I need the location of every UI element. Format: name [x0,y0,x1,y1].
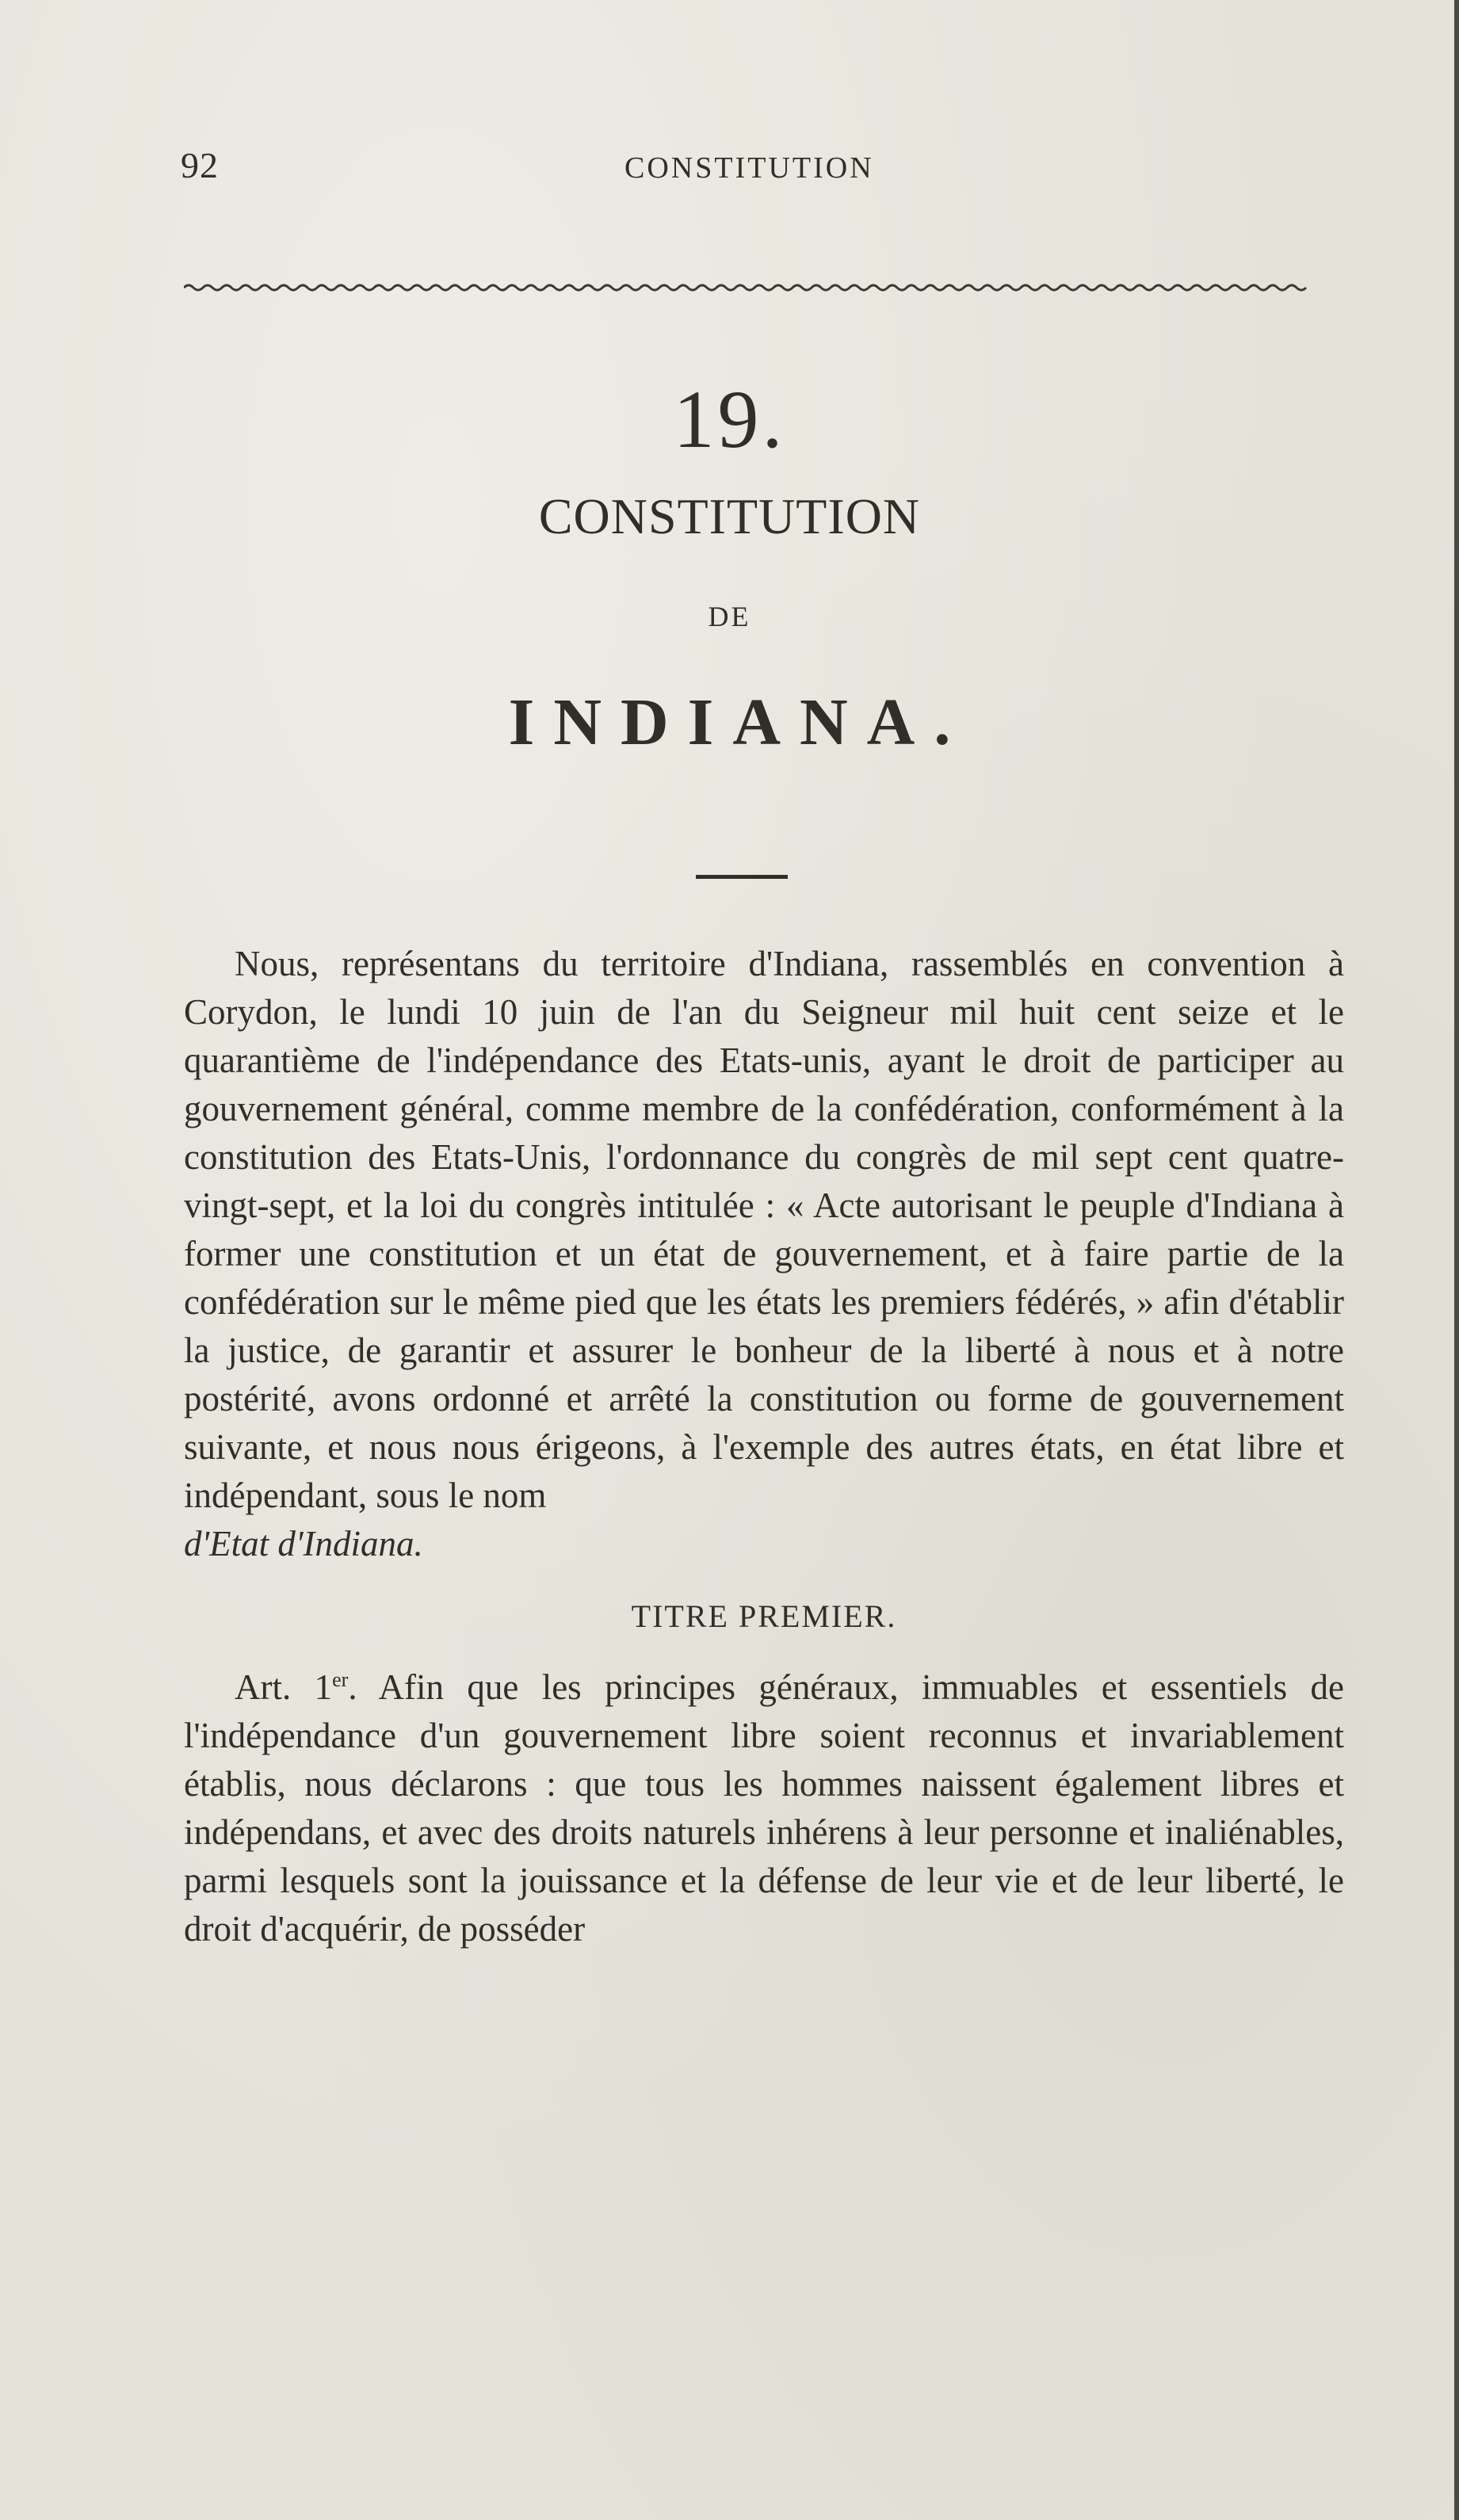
preamble-paragraph: Nous, représentans du territoire d'Indiana, rassemblés en convention à Corydon, le lundi 10 juin de l'an du Seigneur mil huit cent seize et le quarantième de l'indépendance des Etats-unis, ayant le droit de participer au gouvernement général, comme membre de la confédération, conformément à la constitution des Etats-Unis, l'ordonnance du congrès de mil sept cent quatre-vingt-sept, et la loi du congrès intitulée : « Acte autorisant le peuple d'Indiana à former une constitution et un état de gouvernement, et à faire partie de la confédération sur le même pied que les états les premiers fédérés, » afin d'établir la justice, de garantir et assurer le bonheur de la liberté à nous et à notre postérité, avons ordonné et arrêté la constitution ou forme de gouvernement suivante, et nous nous érigeons, à l'exemple des autres états, en état libre et indépendant, sous le nom [184,944,1344,1515]
document-heading [0,372,1459,761]
ornamental-rule [184,282,1333,293]
heading-divider [696,875,788,879]
article-label-superscript: er [332,1668,349,1691]
preamble-closing: d'Etat d'Indiana. [184,1524,423,1564]
document-title: CONSTITUTION [538,488,921,544]
article-text: . Afin que les principes généraux, immuables et essentiels de l'indépendance d'un gouvernement libre soient reconnus et invariablement établis, nous déclarons : que tous les hommes naissent également libres et indépendans, et avec des droits naturels inhérens à leur personne et inaliénables, parmi lesquels sont la jouissance et la défense de leur vie et de leur liberté, le droit d'acquérir, de posséder [184,1667,1344,1949]
document-title-connector: DE [708,601,751,632]
document-number: 19. [673,374,786,465]
document-state-name: INDIANA. [508,685,970,759]
running-title: CONSTITUTION [624,151,874,185]
section-title: TITRE PREMIER. [631,1598,897,1634]
ornamental-rule-graphic [184,282,1333,293]
body-text [184,940,1344,1953]
running-head [181,144,1338,200]
page-number: 92 [181,145,219,185]
article-label: Art. 1 [235,1667,333,1707]
article-paragraph [184,1663,1344,1953]
